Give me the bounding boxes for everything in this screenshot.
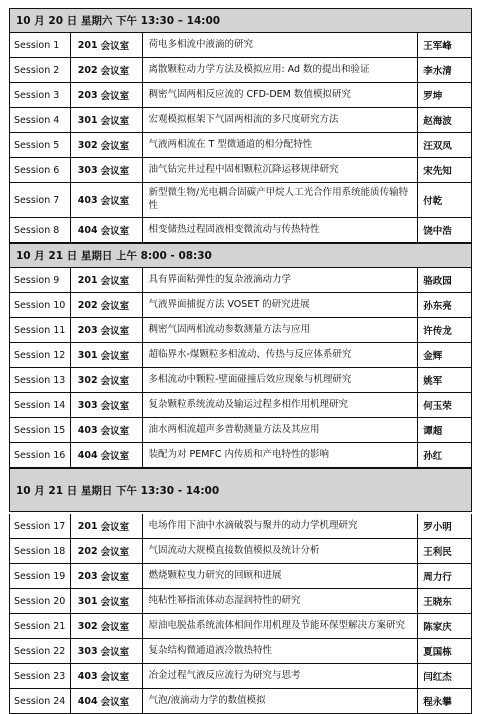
room-name: 会议室 [100,301,130,312]
room-number: 303 [77,164,98,176]
table-row [9,218,472,243]
room-number: 201 [77,520,98,532]
speaker-name: 闫红杰 [423,672,452,683]
table-row [9,158,472,183]
room-name: 会议室 [100,426,130,437]
room-name: 会议室 [100,401,130,412]
room-cell [71,418,144,442]
table-row [9,393,472,418]
room-name: 会议室 [100,547,130,558]
talk-title: 燃烧颗粒曳力研究的回顾和进展 [143,564,418,588]
table-row [9,589,472,614]
schedule-table [9,8,472,714]
session-label: Session 7 [10,183,71,217]
room-number: 302 [77,139,98,151]
talk-title: 气液两相流在 T 型微通道的相分配特性 [143,133,418,157]
room-number: 203 [77,89,98,101]
talk-title: 超临界水-煤颗粒多相流动、传热与反应体系研究 [143,343,418,367]
room-name: 会议室 [100,376,130,387]
room-number: 303 [77,399,98,411]
speaker-name: 王利民 [423,547,452,558]
room-number: 301 [77,114,98,126]
room-cell [71,564,144,588]
speaker-name: 骆政园 [423,276,452,287]
session-label: Session 10 [10,293,71,317]
room-cell [71,443,144,467]
session-label: Session 4 [10,108,71,132]
room-name: 会议室 [100,91,130,102]
speaker-name: 姚军 [423,376,443,387]
speaker-name: 金辉 [423,351,443,362]
session-label: Session 14 [10,393,71,417]
session-label: Session 17 [10,514,71,538]
talk-title: 冶金过程气液反应流行为研究与思考 [143,664,418,688]
session-label: Session 18 [10,539,71,563]
room-number: 302 [77,620,98,632]
room-name: 会议室 [100,116,130,127]
session-label: Session 24 [10,689,71,713]
session-label: Session 6 [10,158,71,182]
room-cell [71,83,144,107]
room-number: 303 [77,645,98,657]
room-name: 会议室 [100,141,130,152]
speaker-name: 陈家庆 [423,622,452,633]
speaker-name: 谭超 [423,426,443,437]
talk-title: 离散颗粒动力学方法及模拟应用: Ad 数的提出和验证 [143,58,418,82]
room-number: 202 [77,545,98,557]
speaker-name: 汪双凤 [423,141,452,152]
room-cell [71,614,144,638]
talk-title: 具有界面粘弹性的复杂液滴动力学 [143,268,418,292]
table-row [9,689,472,714]
session-label: Session 9 [10,268,71,292]
talk-title: 复杂结构微通道液冷散热特性 [143,639,418,663]
room-name: 会议室 [100,276,130,287]
room-cell [71,514,144,538]
room-cell [71,343,144,367]
speaker-name: 罗坤 [423,91,443,102]
room-cell [71,58,144,82]
table-row [9,539,472,564]
speaker-name: 夏国栋 [423,647,452,658]
room-name: 会议室 [100,647,130,658]
speaker-name: 周力行 [423,572,452,583]
talk-title: 油气钻完井过程中固相颗粒沉降运移规律研究 [143,158,418,182]
speaker-name: 何玉荣 [423,401,452,412]
room-cell [71,268,144,292]
room-name: 会议室 [100,572,130,583]
room-cell [71,689,144,713]
room-name: 会议室 [100,672,130,683]
room-number: 201 [77,274,98,286]
session-label: Session 16 [10,443,71,467]
room-name: 会议室 [100,66,130,77]
talk-title: 油水两相流超声多普勒测量方法及其应用 [143,418,418,442]
speaker-name: 罗小明 [423,522,452,533]
session-label: Session 19 [10,564,71,588]
room-cell [71,293,144,317]
table-row [9,133,472,158]
table-row [9,418,472,443]
talk-title: 原油电脱盐系统流体相间作用机理及节能环保型解决方案研究 [143,614,418,638]
room-name: 会议室 [100,41,130,52]
table-row [9,318,472,343]
session-group-header: 10 月 21 日 星期日 上午 8:00 - 08:30 [9,243,472,268]
speaker-name: 孙红 [423,451,443,462]
room-cell [71,589,144,613]
speaker-name: 饶中浩 [423,226,452,237]
room-number: 301 [77,595,98,607]
talk-title: 宏观模拟框架下气固两相流的多尺度研究方法 [143,108,418,132]
room-number: 403 [77,424,98,436]
table-row [9,664,472,689]
talk-title: 气固流动大规模直接数值模拟及统计分析 [143,539,418,563]
room-cell [71,393,144,417]
session-label: Session 22 [10,639,71,663]
room-cell [71,33,144,57]
room-number: 202 [77,64,98,76]
room-number: 203 [77,570,98,582]
room-cell [71,218,144,242]
speaker-name: 程永攀 [423,697,452,708]
room-name: 会议室 [100,522,130,533]
room-number: 202 [77,299,98,311]
room-number: 301 [77,349,98,361]
room-cell [71,183,144,217]
talk-title: 气液界面捕捉方法 VOSET 的研究进展 [143,293,418,317]
talk-title: 新型微生物/光电耦合固碳产甲烷人工光合作用系统能质传输特性 [143,183,418,217]
room-number: 403 [77,670,98,682]
session-label: Session 2 [10,58,71,82]
speaker-name: 孙东亮 [423,301,452,312]
room-name: 会议室 [100,351,130,362]
room-cell [71,664,144,688]
room-name: 会议室 [100,697,130,708]
room-cell [71,539,144,563]
session-label: Session 3 [10,83,71,107]
room-number: 403 [77,194,98,206]
session-group-header: 10 月 20 日 星期六 下午 13:30 – 14:00 [9,8,472,33]
speaker-name: 赵海波 [423,116,452,127]
table-row [9,108,472,133]
table-row [9,639,472,664]
speaker-name: 李水清 [423,66,452,77]
talk-title: 荷电多相流中液滴的研究 [143,33,418,57]
session-label: Session 23 [10,664,71,688]
room-name: 会议室 [100,597,130,608]
talk-title: 稠密气固两相反应流的 CFD-DEM 数值模拟研究 [143,83,418,107]
table-row [9,183,472,218]
speaker-name: 宋先知 [423,166,452,177]
talk-title: 复杂颗粒系统流动及输运过程多相作用机理研究 [143,393,418,417]
table-row [9,268,472,293]
session-label: Session 15 [10,418,71,442]
talk-title: 电场作用下油中水滴破裂与聚并的动力学机理研究 [143,514,418,538]
speaker-name: 王军峰 [423,41,452,52]
room-number: 404 [77,224,98,236]
room-name: 会议室 [100,622,130,633]
speaker-name: 付乾 [423,196,443,207]
room-number: 404 [77,449,98,461]
room-number: 404 [77,695,98,707]
speaker-name: 许传龙 [423,326,452,337]
talk-title: 相变储热过程固液相变微流动与传热特性 [143,218,418,242]
room-name: 会议室 [100,226,130,237]
talk-title: 稠密气固两相流动参数测量方法与应用 [143,318,418,342]
table-row [9,83,472,108]
room-cell [71,368,144,392]
room-cell [71,108,144,132]
table-row [9,33,472,58]
table-row [9,564,472,589]
session-label: Session 12 [10,343,71,367]
session-label: Session 5 [10,133,71,157]
room-name: 会议室 [100,451,130,462]
table-row [9,58,472,83]
room-cell [71,133,144,157]
talk-title: 纯粘性幂指流体动态湿润特性的研究 [143,589,418,613]
session-label: Session 8 [10,218,71,242]
room-number: 201 [77,39,98,51]
table-row [9,368,472,393]
talk-title: 装配为对 PEMFC 内传质和产电特性的影响 [143,443,418,467]
table-row [9,514,472,539]
table-row [9,443,472,468]
room-cell [71,318,144,342]
table-row [9,614,472,639]
room-name: 会议室 [100,166,130,177]
table-row [9,343,472,368]
room-number: 302 [77,374,98,386]
session-label: Session 1 [10,33,71,57]
session-label: Session 20 [10,589,71,613]
room-cell [71,158,144,182]
session-group-header: 10 月 21 日 星期日 下午 13:30 - 14:00 [9,468,472,512]
room-name: 会议室 [100,196,130,207]
table-row [9,293,472,318]
session-label: Session 13 [10,368,71,392]
room-number: 203 [77,324,98,336]
speaker-name: 王晓东 [423,597,452,608]
session-label: Session 21 [10,614,71,638]
talk-title: 多相流动中颗粒-壁面碰撞后效应现象与机理研究 [143,368,418,392]
room-name: 会议室 [100,326,130,337]
room-cell [71,639,144,663]
talk-title: 气泡/液滴动力学的数值模拟 [143,689,418,713]
session-label: Session 11 [10,318,71,342]
